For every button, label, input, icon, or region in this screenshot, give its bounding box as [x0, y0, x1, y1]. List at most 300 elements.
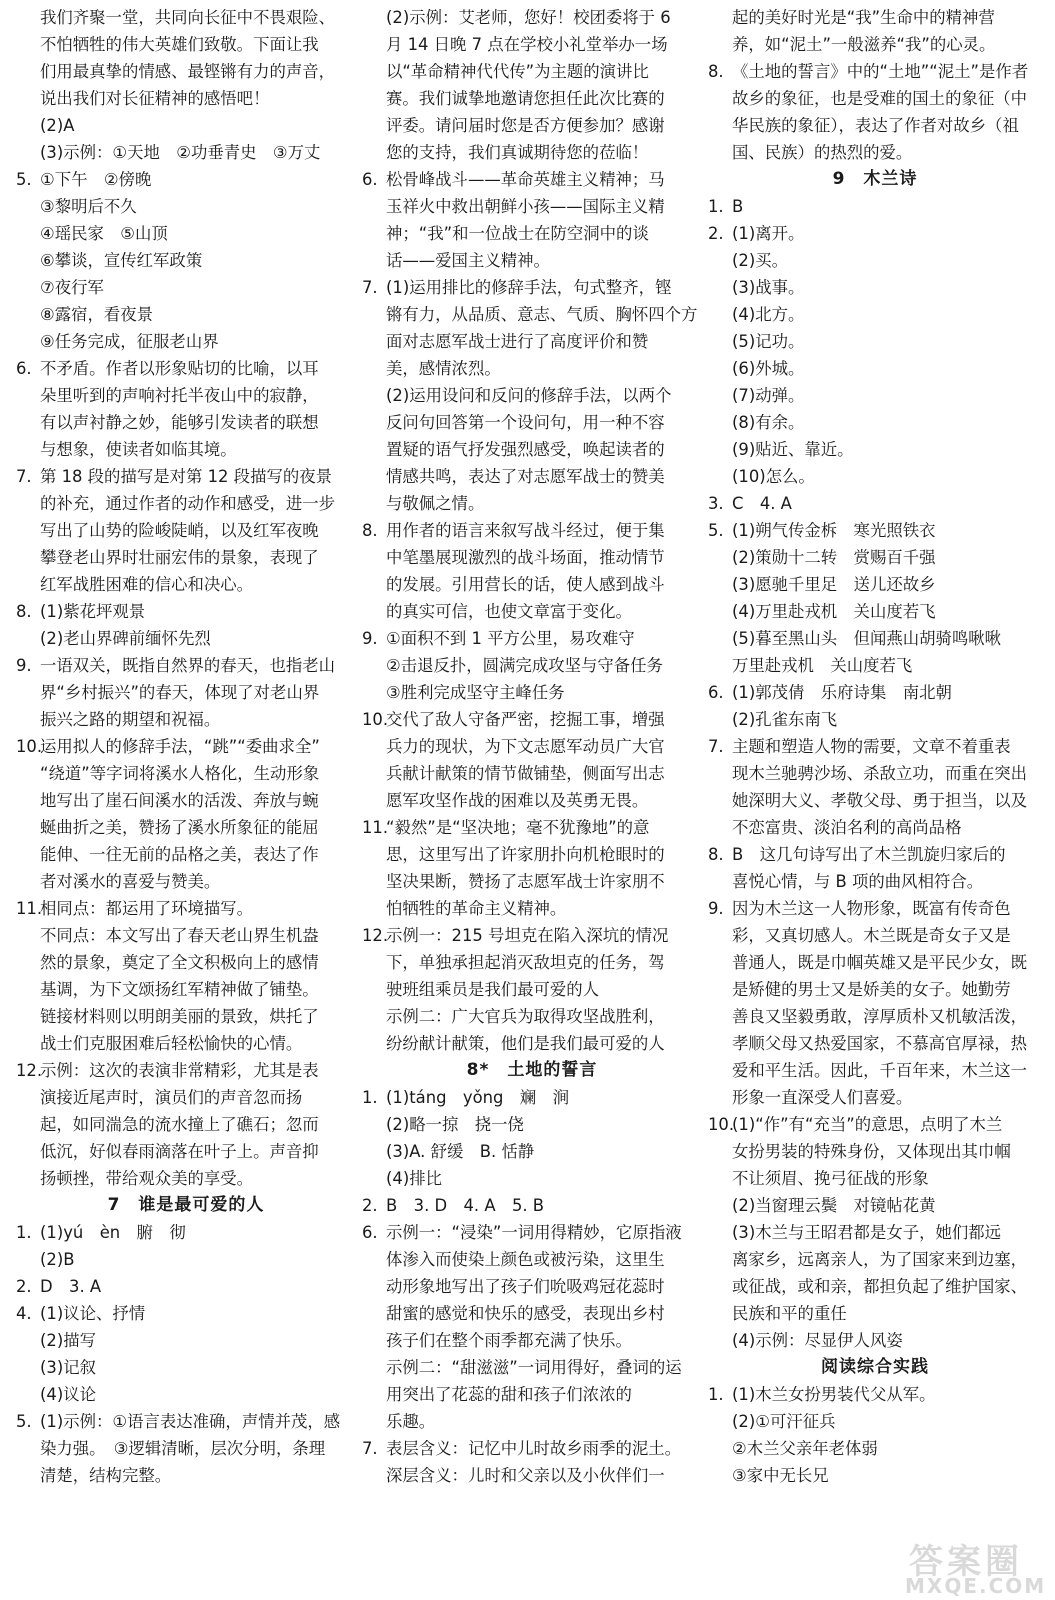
question-number: 2.: [362, 1196, 378, 1215]
answer-line: [14, 490, 358, 517]
answer-line: [360, 1003, 704, 1030]
answer-text: 战士们克服困难后轻松愉快的心情。: [40, 1034, 303, 1053]
answer-line: [360, 490, 704, 517]
answer-text: (2)买。: [732, 251, 788, 270]
answer-line: [14, 4, 358, 31]
answer-line: [360, 112, 704, 139]
question-number: 8.: [708, 62, 724, 81]
answer-text: (4)万里赴戎机 关山度若飞: [732, 602, 936, 621]
answer-text: 扬顿挫，带给观众美的享受。: [40, 1169, 254, 1188]
answer-line: [706, 598, 1044, 625]
answer-text: 深层含义：儿时和父亲以及小伙伴们一: [386, 1466, 665, 1485]
answer-line: [706, 652, 1044, 679]
answer-text: (4)排比: [386, 1169, 442, 1188]
answer-line: [360, 274, 704, 301]
answer-text: (1)木兰女扮男装代父从军。: [732, 1385, 936, 1404]
answer-text: (1)郭茂倩 乐府诗集 南北朝: [732, 683, 952, 702]
answer-text: 置疑的语气抒发强烈感受，唤起读者的: [386, 440, 665, 459]
answer-line: [14, 85, 358, 112]
answer-text: 离家乡，远离亲人，为了国家来到边塞，: [732, 1250, 1028, 1269]
answer-text: 神；“我”和一位战士在防空洞中的谈: [386, 224, 649, 243]
section-heading: 阅读综合实践: [821, 1357, 929, 1377]
answer-text: 地写出了崖石间溪水的活泼、奔放与蜿: [40, 791, 319, 810]
section-heading: 8* 土地的誓言: [466, 1060, 598, 1080]
watermark-logo: [899, 1534, 1049, 1596]
question-number: 1.: [708, 1385, 724, 1404]
answer-line: [14, 571, 358, 598]
answer-text: (3)愿驰千里足 送儿还故乡: [732, 575, 936, 594]
answer-text: 民族和平的重任: [732, 1304, 847, 1323]
answer-line: [14, 814, 358, 841]
answer-line: [360, 355, 704, 382]
answer-line: [14, 355, 358, 382]
answer-line: [706, 4, 1044, 31]
answer-text: 染力强。 ③逻辑清晰，层次分明，条理: [40, 1439, 326, 1458]
answer-text: B 这几句诗写出了木兰凯旋归家后的: [732, 845, 1006, 864]
answer-text: 相同点：都运用了环境描写。: [40, 899, 254, 918]
answer-text: ⑦夜行军: [40, 278, 104, 297]
answer-text: ②击退反扑，圆满完成攻坚与守备任务: [386, 656, 663, 675]
answer-line: [14, 409, 358, 436]
answer-text: 喜悦心情，与 B 项的曲风相符合。: [732, 872, 984, 891]
answer-text: 示例一：215 号坦克在陷入深坑的情况: [386, 926, 669, 945]
answer-text: 愿军攻坚作战的困难以及英勇无畏。: [386, 791, 649, 810]
answer-line: [706, 301, 1044, 328]
section-heading: 7 谁是最可爱的人: [107, 1195, 265, 1215]
answer-line: [14, 193, 358, 220]
answer-line: [706, 1003, 1044, 1030]
watermark-bottom: MXQE.COM: [905, 1574, 1047, 1598]
answer-line: [706, 679, 1044, 706]
answer-line: [360, 436, 704, 463]
answer-line: [360, 544, 704, 571]
answer-text: 《土地的誓言》中的“土地”“泥土”是作者: [732, 62, 1029, 81]
answer-line: [14, 1273, 358, 1300]
answer-line: [360, 814, 704, 841]
answer-text: (1)示例：①语言表达准确，声情并茂，感: [40, 1412, 341, 1431]
answer-line: [360, 1354, 704, 1381]
answer-line: [706, 868, 1044, 895]
answer-line: [14, 1462, 358, 1489]
answer-line: [706, 409, 1044, 436]
answer-line: [14, 1138, 358, 1165]
answer-text: 演接近尾声时，演员们的声音忽而扬: [40, 1088, 303, 1107]
question-number: 6.: [16, 359, 32, 378]
answer-text: 万里赴戎机 关山度若飞: [732, 656, 913, 675]
answer-line: [706, 841, 1044, 868]
answer-text: 普通人，既是巾帼英雄又是平民少女，既: [732, 953, 1028, 972]
answer-text: 形象一直深受人们喜爱。: [732, 1088, 913, 1107]
answer-text: 低沉，好似春雨滴落在叶子上。声音抑: [40, 1142, 319, 1161]
answer-text: 示例二：“甜滋滋”一词用得好，叠词的运: [386, 1358, 682, 1377]
answer-text: 您的支持，我们真诚期待您的莅临！: [386, 143, 649, 162]
answer-text: 不同点：本文写出了春天老山界生机盎: [40, 926, 319, 945]
answer-text: “毅然”是“坚决地；毫不犹豫地”的意: [386, 818, 650, 837]
question-number: 6.: [708, 683, 724, 702]
answer-text: 动形象地写出了孩子们吮吸鸡冠花蕊时: [386, 1277, 665, 1296]
answer-text: ⑨任务完成，征服老山界: [40, 332, 219, 351]
question-number: 2.: [16, 1277, 32, 1296]
answer-line: [360, 1192, 704, 1219]
answer-text: (2)B: [40, 1250, 75, 1269]
answer-line: [706, 112, 1044, 139]
answer-text: 面对志愿军战士进行了高度评价和赞: [386, 332, 649, 351]
answer-line: [360, 1219, 704, 1246]
answer-line: [360, 247, 704, 274]
answer-text: 交代了敌人守备严密，挖掘工事，增强: [386, 710, 665, 729]
answer-text: (2)当窗理云鬓 对镜帖花黄: [732, 1196, 936, 1215]
answer-text: 不让须眉、挽弓征战的形象: [732, 1169, 929, 1188]
answer-line: [14, 247, 358, 274]
answer-line: [360, 598, 704, 625]
question-number: 11.: [16, 899, 43, 918]
answer-line: [360, 139, 704, 166]
answer-text: 驶班组乘员是我们最可爱的人: [386, 980, 600, 999]
question-number: 8.: [362, 521, 378, 540]
answer-line: [360, 193, 704, 220]
answer-line: [360, 1246, 704, 1273]
answer-text: 养，如“泥土”一般滋养“我”的心灵。: [732, 35, 996, 54]
answer-line: [14, 1219, 358, 1246]
answer-text: D 3. A: [40, 1277, 102, 1296]
answer-line: [706, 463, 1044, 490]
answer-line: [706, 1435, 1044, 1462]
answer-line: [360, 787, 704, 814]
answer-text: 锵有力，从品质、意志、气质、胸怀四个方: [386, 305, 698, 324]
question-number: 11.: [362, 818, 389, 837]
answer-line: [360, 1165, 704, 1192]
answer-text: (4)北方。: [732, 305, 805, 324]
answer-line: [706, 976, 1044, 1003]
answer-line: [14, 139, 358, 166]
answer-line: [360, 517, 704, 544]
answer-text: 现木兰驰骋沙场、杀敌立功，而重在突出: [732, 764, 1028, 783]
answer-text: 的发展。引用营长的话，使人感到战斗: [386, 575, 665, 594]
answer-text: 者对溪水的喜爱与赞美。: [40, 872, 221, 891]
answer-text: 赛。我们诚挚地邀请您担任此次比赛的: [386, 89, 665, 108]
answer-line: [706, 787, 1044, 814]
question-number: 6.: [362, 1223, 378, 1242]
answer-text: 月 14 日晚 7 点在学校小礼堂举办一场: [386, 35, 668, 54]
answer-line: [706, 949, 1044, 976]
answer-line: [360, 841, 704, 868]
answer-text: (6)外城。: [732, 359, 805, 378]
answer-line: [706, 1327, 1044, 1354]
answer-line: [360, 922, 704, 949]
answer-text: ②木兰父亲年老体弱: [732, 1439, 878, 1458]
answer-text: (1)运用排比的修辞手法，句式整齐，铿: [386, 278, 672, 297]
answer-line: [706, 1462, 1044, 1489]
answer-text: 界“乡村振兴”的春天，体现了对老山界: [40, 683, 320, 702]
answer-text: 以“革命精神代代传”为主题的演讲比: [386, 62, 649, 81]
answer-line: [706, 1111, 1044, 1138]
answer-line: [14, 274, 358, 301]
answer-text: (5)记功。: [732, 332, 805, 351]
answer-text: 蜒曲折之美，赞扬了溪水所象征的能屈: [40, 818, 319, 837]
answer-text: 用突出了花蕊的甜和孩子们浓浓的: [386, 1385, 632, 1404]
answer-text: 松骨峰战斗——革命英雄主义精神；马: [386, 170, 665, 189]
answer-line: [360, 1300, 704, 1327]
answer-line: [14, 1084, 358, 1111]
question-number: 7.: [16, 467, 32, 486]
answer-line: [360, 166, 704, 193]
answer-line: [706, 814, 1044, 841]
answer-text: ③家中无长兄: [732, 1466, 829, 1485]
answer-line: [14, 58, 358, 85]
answer-text: (2)描写: [40, 1331, 96, 1350]
answer-line: [360, 328, 704, 355]
answer-line: [360, 301, 704, 328]
answer-text: 中笔墨展现激烈的战斗场面，推动情节: [386, 548, 665, 567]
answer-line: [706, 1030, 1044, 1057]
answer-line: [706, 1138, 1044, 1165]
answer-text: (1)yú èn 腑 彻: [40, 1223, 186, 1242]
question-number: 10.: [708, 1115, 735, 1134]
answer-text: 起的美好时光是“我”生命中的精神营: [732, 8, 995, 27]
answer-line: [706, 1246, 1044, 1273]
answer-text: 故乡的象征，也是受难的国土的象征（中: [732, 89, 1028, 108]
answer-line: [360, 679, 704, 706]
answer-line: [14, 1003, 358, 1030]
answer-line: [706, 1165, 1044, 1192]
question-number: 7.: [708, 737, 724, 756]
answer-line: [360, 463, 704, 490]
answer-line: [14, 652, 358, 679]
answer-line: [360, 1408, 704, 1435]
answer-line: [706, 1300, 1044, 1327]
answer-text: 国、民族）的热烈的爱。: [732, 143, 913, 162]
answer-text: 是矫健的男士又是娇美的女子。她勤劳: [732, 980, 1011, 999]
answer-line: [706, 85, 1044, 112]
answer-line: [706, 139, 1044, 166]
answer-text: 攀登老山界时壮丽宏伟的景象，表现了: [40, 548, 319, 567]
answer-line: [14, 1165, 358, 1192]
answer-text: 话——爱国主义精神。: [386, 251, 550, 270]
answer-text: 与敬佩之情。: [386, 494, 485, 513]
answer-line: [14, 112, 358, 139]
answer-text: 怕牺牲的革命主义精神。: [386, 899, 567, 918]
answer-text: (2)策勋十二转 赏赐百千强: [732, 548, 936, 567]
answer-line: [706, 571, 1044, 598]
answer-line: [360, 1462, 704, 1489]
answer-text: (1)议论、抒情: [40, 1304, 146, 1323]
answer-text: (1)紫花坪观景: [40, 602, 146, 621]
answer-text: 反问句回答第一个设问句，用一种不容: [386, 413, 665, 432]
answer-text: (7)动弹。: [732, 386, 805, 405]
answer-line: [14, 220, 358, 247]
answer-text: (1)离开。: [732, 224, 805, 243]
answer-text: 或征战，或和亲，都担负起了维护国家、: [732, 1277, 1028, 1296]
answer-line: [14, 436, 358, 463]
answer-text: 我们齐聚一堂，共同向长征中不畏艰险、: [40, 8, 336, 27]
answer-line: [14, 382, 358, 409]
answer-text: ⑧露宿，看夜景: [40, 305, 154, 324]
answer-line: [360, 706, 704, 733]
answer-text: 彩，又真切感人。木兰既是奇女子又是: [732, 926, 1011, 945]
answer-text: 示例：这次的表演非常精彩，尤其是表: [40, 1061, 319, 1080]
column-right: [706, 4, 1044, 1489]
answer-line: [360, 760, 704, 787]
answer-line: [14, 868, 358, 895]
answer-line: [706, 220, 1044, 247]
answer-text: (2)运用设问和反问的修辞手法，以两个: [386, 386, 672, 405]
answer-text: 华民族的象征），表达了作者对故乡（祖: [732, 116, 1019, 135]
answer-line: [706, 382, 1044, 409]
answer-text: 的补充，通过作者的动作和感受，进一步: [40, 494, 336, 513]
answer-text: 示例二：广大官兵为取得攻坚战胜利，: [386, 1007, 665, 1026]
answer-line: [360, 1273, 704, 1300]
answer-line: [360, 382, 704, 409]
answer-text: 红军战胜困难的信心和决心。: [40, 575, 254, 594]
answer-line: [14, 1057, 358, 1084]
answer-line: [14, 1030, 358, 1057]
answer-text: 振兴之路的期望和祝福。: [40, 710, 221, 729]
answer-line: [14, 544, 358, 571]
answer-line: [360, 1327, 704, 1354]
answer-line: [706, 355, 1044, 382]
answer-line: [360, 1030, 704, 1057]
answer-line: [706, 760, 1044, 787]
answer-line: [14, 1408, 358, 1435]
answer-text: (10)怎么。: [732, 467, 815, 486]
answer-line: [706, 1084, 1044, 1111]
answer-line: [14, 517, 358, 544]
question-number: 5.: [16, 170, 32, 189]
answer-text: 表层含义：记忆中儿时故乡雨季的泥土。: [386, 1439, 682, 1458]
answer-text: 兵力的现状，为下文志愿军动员广大官: [386, 737, 665, 756]
answer-line: [14, 31, 358, 58]
answer-line: [706, 733, 1044, 760]
answer-text: (3)A. 舒缓 B. 恬静: [386, 1142, 535, 1161]
question-number: 7.: [362, 1439, 378, 1458]
answer-line: [14, 922, 358, 949]
answer-text: (3)示例：①天地 ②功垂青史 ③万丈: [40, 143, 321, 162]
answer-text: (2)示例：艾老师，您好！校团委将于 6: [386, 8, 671, 27]
answer-line: [706, 1057, 1044, 1084]
answer-text: (1)朔气传金柝 寒光照铁衣: [732, 521, 936, 540]
answer-line: [360, 949, 704, 976]
question-number: 1.: [362, 1088, 378, 1107]
answer-line: [706, 490, 1044, 517]
question-number: 5.: [708, 521, 724, 540]
answer-line: [14, 760, 358, 787]
answer-text: 爱和平生活。因此，千百年来，木兰这一: [732, 1061, 1028, 1080]
question-number: 9.: [708, 899, 724, 918]
answer-line: [706, 247, 1044, 274]
answer-line: [360, 868, 704, 895]
question-number: 12.: [16, 1061, 43, 1080]
answer-line: [706, 193, 1044, 220]
answer-line: [706, 517, 1044, 544]
question-number: 5.: [16, 1412, 32, 1431]
answer-line: [360, 220, 704, 247]
section-heading: 9 木兰诗: [832, 169, 918, 189]
answer-line: [360, 895, 704, 922]
answer-line: [706, 436, 1044, 463]
question-number: 8.: [16, 602, 32, 621]
answer-text: 主题和塑造人物的需要，文章不着重表: [732, 737, 1011, 756]
question-number: 6.: [362, 170, 378, 189]
answer-line: [14, 787, 358, 814]
answer-text: 她深明大义、孝敬父母、勇于担当，以及: [732, 791, 1028, 810]
answer-text: 与想象，使读者如临其境。: [40, 440, 237, 459]
answer-line: [706, 922, 1044, 949]
answer-line: [360, 4, 704, 31]
answer-line: [706, 1408, 1044, 1435]
answer-text: (1)“作”有“充当”的意思，点明了木兰: [732, 1115, 1003, 1134]
answer-line: [14, 1300, 358, 1327]
question-number: 10.: [362, 710, 389, 729]
question-number: 8.: [708, 845, 724, 864]
answer-text: 们用最真挚的情感、最铿锵有力的声音，: [40, 62, 336, 81]
answer-line: [14, 1354, 358, 1381]
answer-line: [360, 652, 704, 679]
answer-line: [14, 1435, 358, 1462]
answer-text: (2)①可汗征兵: [732, 1412, 836, 1431]
answer-text: 不矛盾。作者以形象贴切的比喻，以耳: [40, 359, 319, 378]
answer-text: 清楚，结构完整。: [40, 1466, 172, 1485]
answer-line: [14, 976, 358, 1003]
answer-line: [706, 706, 1044, 733]
answer-line: [360, 58, 704, 85]
answer-text: (4)示例：尽显伊人风姿: [732, 1331, 903, 1350]
answer-text: 思，这里写出了许家朋扑向机枪眼时的: [386, 845, 665, 864]
answer-text: (5)暮至黑山头 但闻燕山胡骑鸣啾啾: [732, 629, 1002, 648]
answer-text: (1)táng yǒng 斓 涧: [386, 1088, 569, 1107]
answer-text: 坚决果断，赞扬了志愿军战士许家朋不: [386, 872, 665, 891]
answer-text: (4)议论: [40, 1385, 96, 1404]
answer-text: 基调，为下文颂扬红军精神做了铺垫。: [40, 980, 319, 999]
question-number: 1.: [708, 197, 724, 216]
answer-line: [360, 1381, 704, 1408]
answer-text: 善良又坚毅勇敢，淳厚质朴又机敏活泼，: [732, 1007, 1028, 1026]
answer-line: [14, 841, 358, 868]
question-number: 10.: [16, 737, 43, 756]
answer-line: [706, 1273, 1044, 1300]
answer-text: 运用拟人的修辞手法，“跳”“委曲求全”: [40, 737, 320, 756]
answer-text: 说出我们对长征精神的感悟吧！: [40, 89, 270, 108]
answer-text: 不恋富贵、淡泊名利的高尚品格: [732, 818, 962, 837]
answer-text: 用作者的语言来叙写战斗经过，便于集: [386, 521, 665, 540]
answer-text: 玉祥火中救出朝鲜小孩——国际主义精: [386, 197, 665, 216]
answer-text: 第 18 段的描写是对第 12 段描写的夜景: [40, 467, 333, 486]
answer-line: [14, 301, 358, 328]
answer-line: [360, 1435, 704, 1462]
answer-text: ③黎明后不久: [40, 197, 137, 216]
answer-text: B 3. D 4. A 5. B: [386, 1196, 545, 1215]
question-number: 9.: [362, 629, 378, 648]
question-number: 4.: [16, 1304, 32, 1323]
question-number: 7.: [362, 278, 378, 297]
answer-line: [360, 1138, 704, 1165]
column-left: [14, 4, 358, 1489]
answer-line: [14, 328, 358, 355]
answer-line: [706, 895, 1044, 922]
answer-line: [706, 544, 1044, 571]
answer-text: 的真实可信，也使文章富于变化。: [386, 602, 632, 621]
answer-line: [360, 1084, 704, 1111]
answer-text: 起，如同湍急的流水撞上了礁石；忽而: [40, 1115, 319, 1134]
answer-line: [14, 733, 358, 760]
answer-text: ①下午 ②傍晚: [40, 170, 152, 189]
answer-line: [14, 895, 358, 922]
question-number: 1.: [16, 1223, 32, 1242]
answer-text: 有以声衬静之妙，能够引发读者的联想: [40, 413, 319, 432]
answer-text: 因为木兰这一人物形象，既富有传奇色: [732, 899, 1011, 918]
answer-line: [360, 1111, 704, 1138]
answer-text: 链接材料则以明朗美丽的景致，烘托了: [40, 1007, 319, 1026]
answer-text: 然的景象，奠定了全文积极向上的感情: [40, 953, 319, 972]
